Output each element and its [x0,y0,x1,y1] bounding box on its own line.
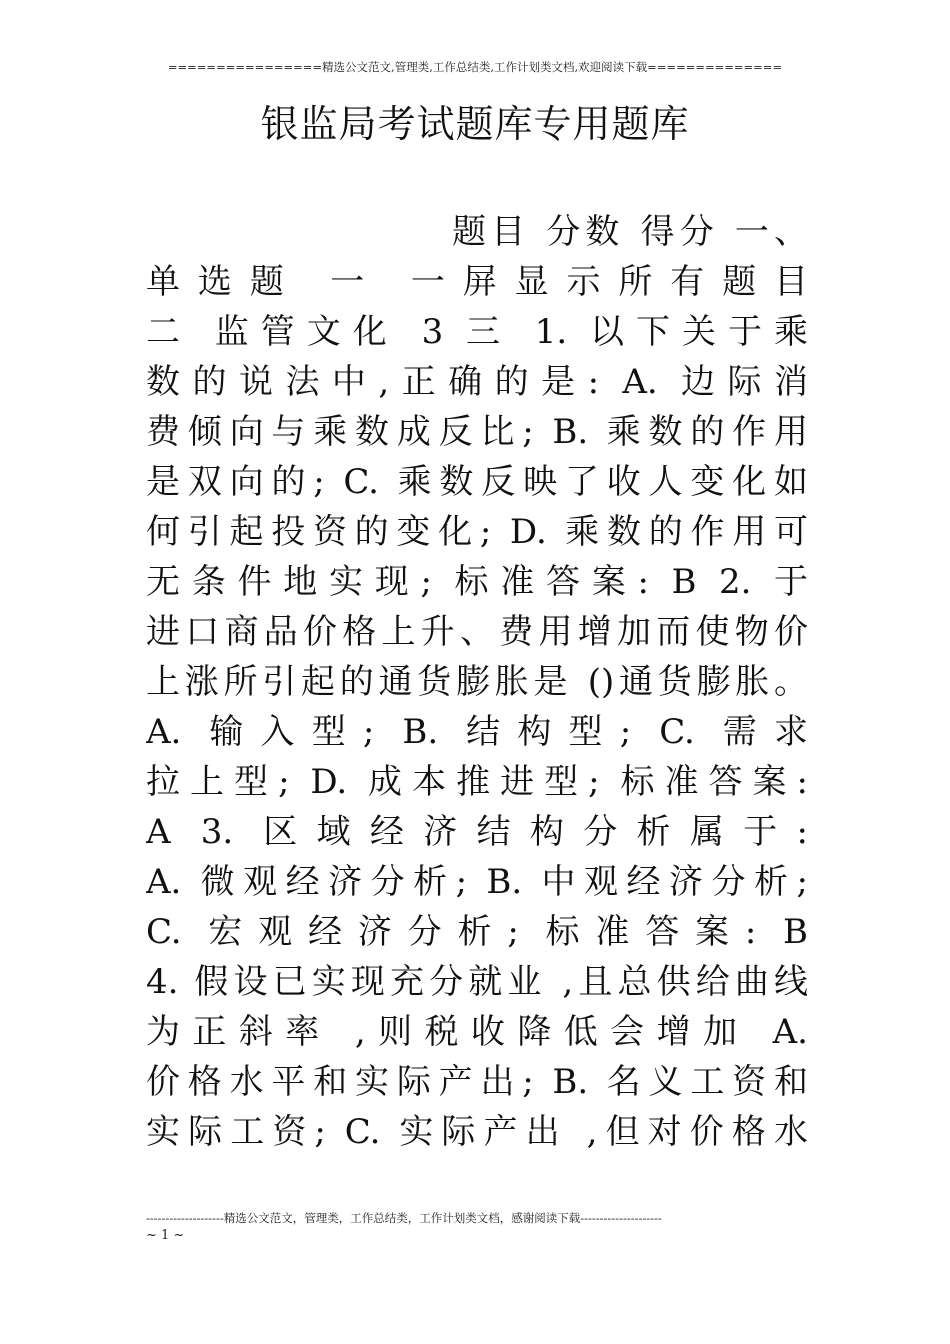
body-line: 题目 分数 得分 一、 [452,212,808,252]
body-line: 费倾向与乘数成反比; B. 乘数的作用 [146,412,808,452]
body-line: A 3. 区域经济结构分析属于: [146,812,808,852]
body-line: 实际工资; C. 实际产出 ,但对价格水 [146,1112,808,1152]
body-line: 为正斜率 ,则税收降低会增加 A. [146,1012,808,1052]
body-line: 数的说法中,正确的是: A. 边际消 [146,362,808,402]
footer-banner: --------------------精选公文范文，管理类，工作总结类，工作计划类文档，感谢阅读下载--------------------- [146,1211,662,1225]
body-line: 上涨所引起的通货膨胀是 ()通货膨胀。 [146,662,808,702]
body-line: 4. 假设已实现充分就业 ,且总供给曲线 [146,962,808,1002]
body-line: A. 微观经济分析; B. 中观经济分析; [146,862,808,902]
body-line: A. 输入型; B. 结构型; C. 需求 [146,712,808,752]
document-title: 银监局考试题库专用题库 [260,102,690,146]
header-banner: ================精选公文范文,管理类,工作总结类,工作计划类文档,欢迎阅读下载============== [167,60,783,74]
page-number: ~ 1 ~ [146,1228,185,1243]
body-line: 二 监管文化 3 三 1. 以下关于乘 [146,312,808,352]
document-body [146,207,808,1157]
body-line: 无条件地实现; 标准答案: B 2. 于 [146,562,808,602]
body-line: 单选题 一 一屏显示所有题目 [146,262,808,302]
body-line: 何引起投资的变化; D. 乘数的作用可 [146,512,808,552]
body-line: 价格水平和实际产出; B. 名义工资和 [146,1062,808,1102]
body-line: 拉上型; D. 成本推进型; 标准答案: [146,762,808,802]
body-line: 进口商品价格上升、费用增加而使物价 [146,612,808,652]
body-line: 是双向的; C. 乘数反映了收人变化如 [146,462,808,502]
body-line: C. 宏观经济分析; 标准答案: B [146,912,808,952]
